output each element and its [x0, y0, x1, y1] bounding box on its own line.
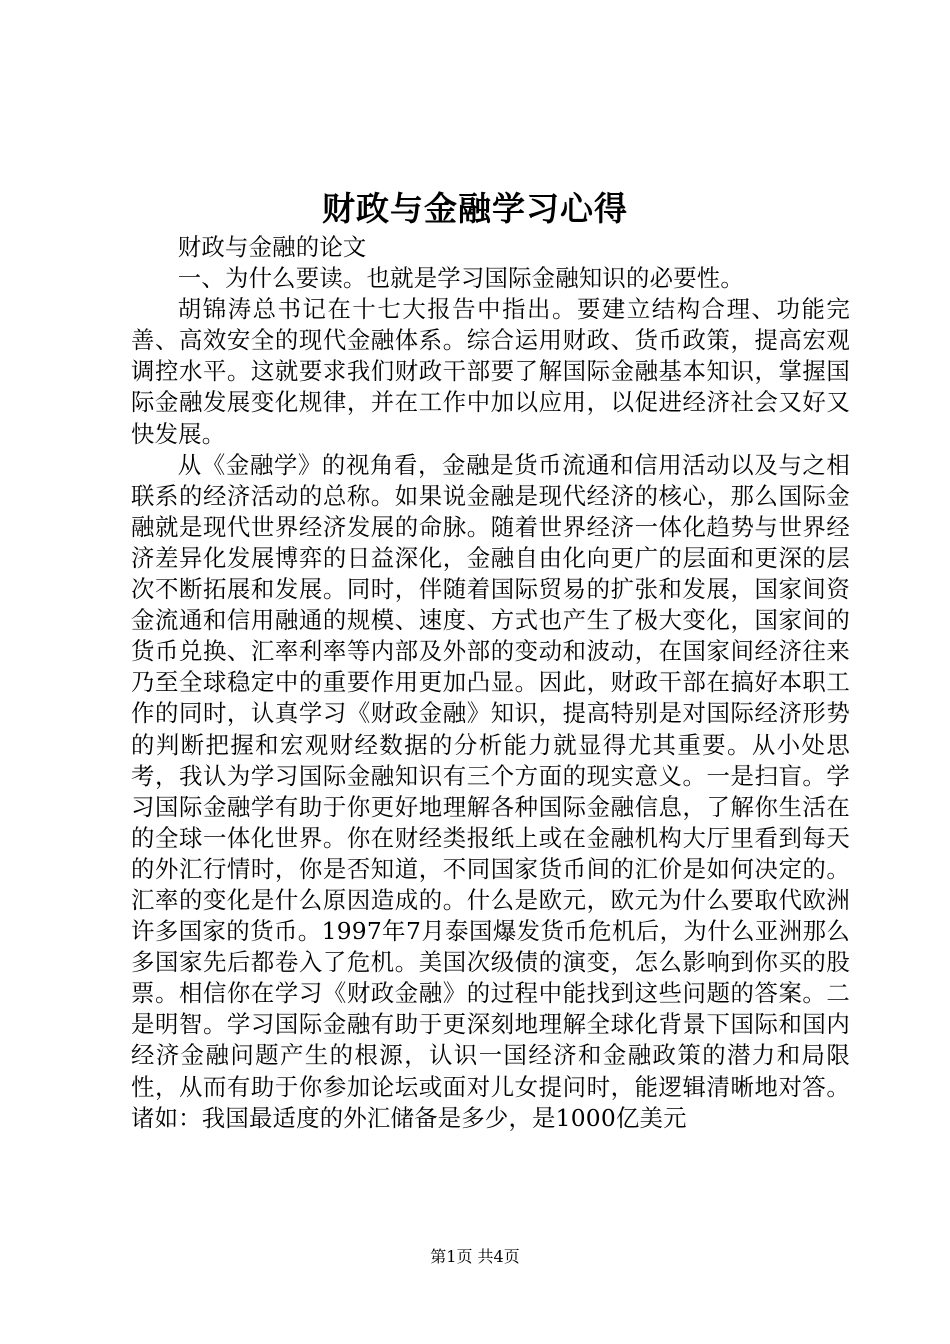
page-footer: 第1页 共4页 [430, 1247, 520, 1266]
paragraph-section-heading: 一、为什么要读。也就是学习国际金融知识的必要性。 [177, 264, 744, 293]
document-body [131, 232, 850, 1134]
paragraph-subtitle: 财政与金融的论文 [177, 233, 367, 261]
document-title: 财政与金融学习心得 [322, 189, 628, 228]
paragraph: 从《金融学》的视角看，金融是货币流通和信用活动以及与之相联系的经济活动的总称。如果说金融是现代经济的核心，那么国际金融就是现代世界经济发展的命脉。随着世界经济一体化趋势与世界经济差异化发展博弈的日益深化，金融自由化向更广的层面和更深的层次不断拓展和发展。同时，伴随着国际贸易的扩张和发展，国家间资金流通和信用融通的规模、速度、方式也产生了极大变化，国家间的货币兑换、汇率利率等内部及外部的变动和波动，在国家间经济往来乃至全球稳定中的重要作用更加凸显。因此，财政干部在搞好本职工作的同时，认真学习《财政金融》知识，提高特别是对国际经济形势的判断把握和宏观财经数据的分析能力就显得尤其重要。从小处思考，我认为学习国际金融知识有三个方面的现实意义。一是扫盲。学习国际金融学有助于你更好地理解各种国际金融信息，了解你生活在的全球一体化世界。你在财经类报纸上或在金融机构大厅里看到每天的外汇行情时，你是否知道，不同国家货币间的汇价是如何决定的。汇率的变化是什么原因造成的。什么是欧元，欧元为什么要取代欧洲许多国家的货币。1997年7月泰国爆发货币危机后，为什么亚洲那么多国家先后都卷入了危机。美国次级债的演变，怎么影响到你买的股票。相信你在学习《财政金融》的过程中能找到这些问题的答案。二是明智。学习国际金融有助于更深刻地理解全球化背景下国际和国内经济金融问题产生的根源，认识一国经济和金融政策的潜力和局限性，从而有助于你参加论坛或面对儿女提问时，能逻辑清晰地对答。诸如：我国最适度的外汇储备是多少，是1000亿美元 [131, 450, 850, 1132]
paragraph: 胡锦涛总书记在十七大报告中指出。要建立结构合理、功能完善、高效安全的现代金融体系。综合运用财政、货币政策，提高宏观调控水平。这就要求我们财政干部要了解国际金融基本知识，掌握国际金融发展变化规律，并在工作中加以应用，以促进经济社会又好又快发展。 [131, 295, 850, 448]
